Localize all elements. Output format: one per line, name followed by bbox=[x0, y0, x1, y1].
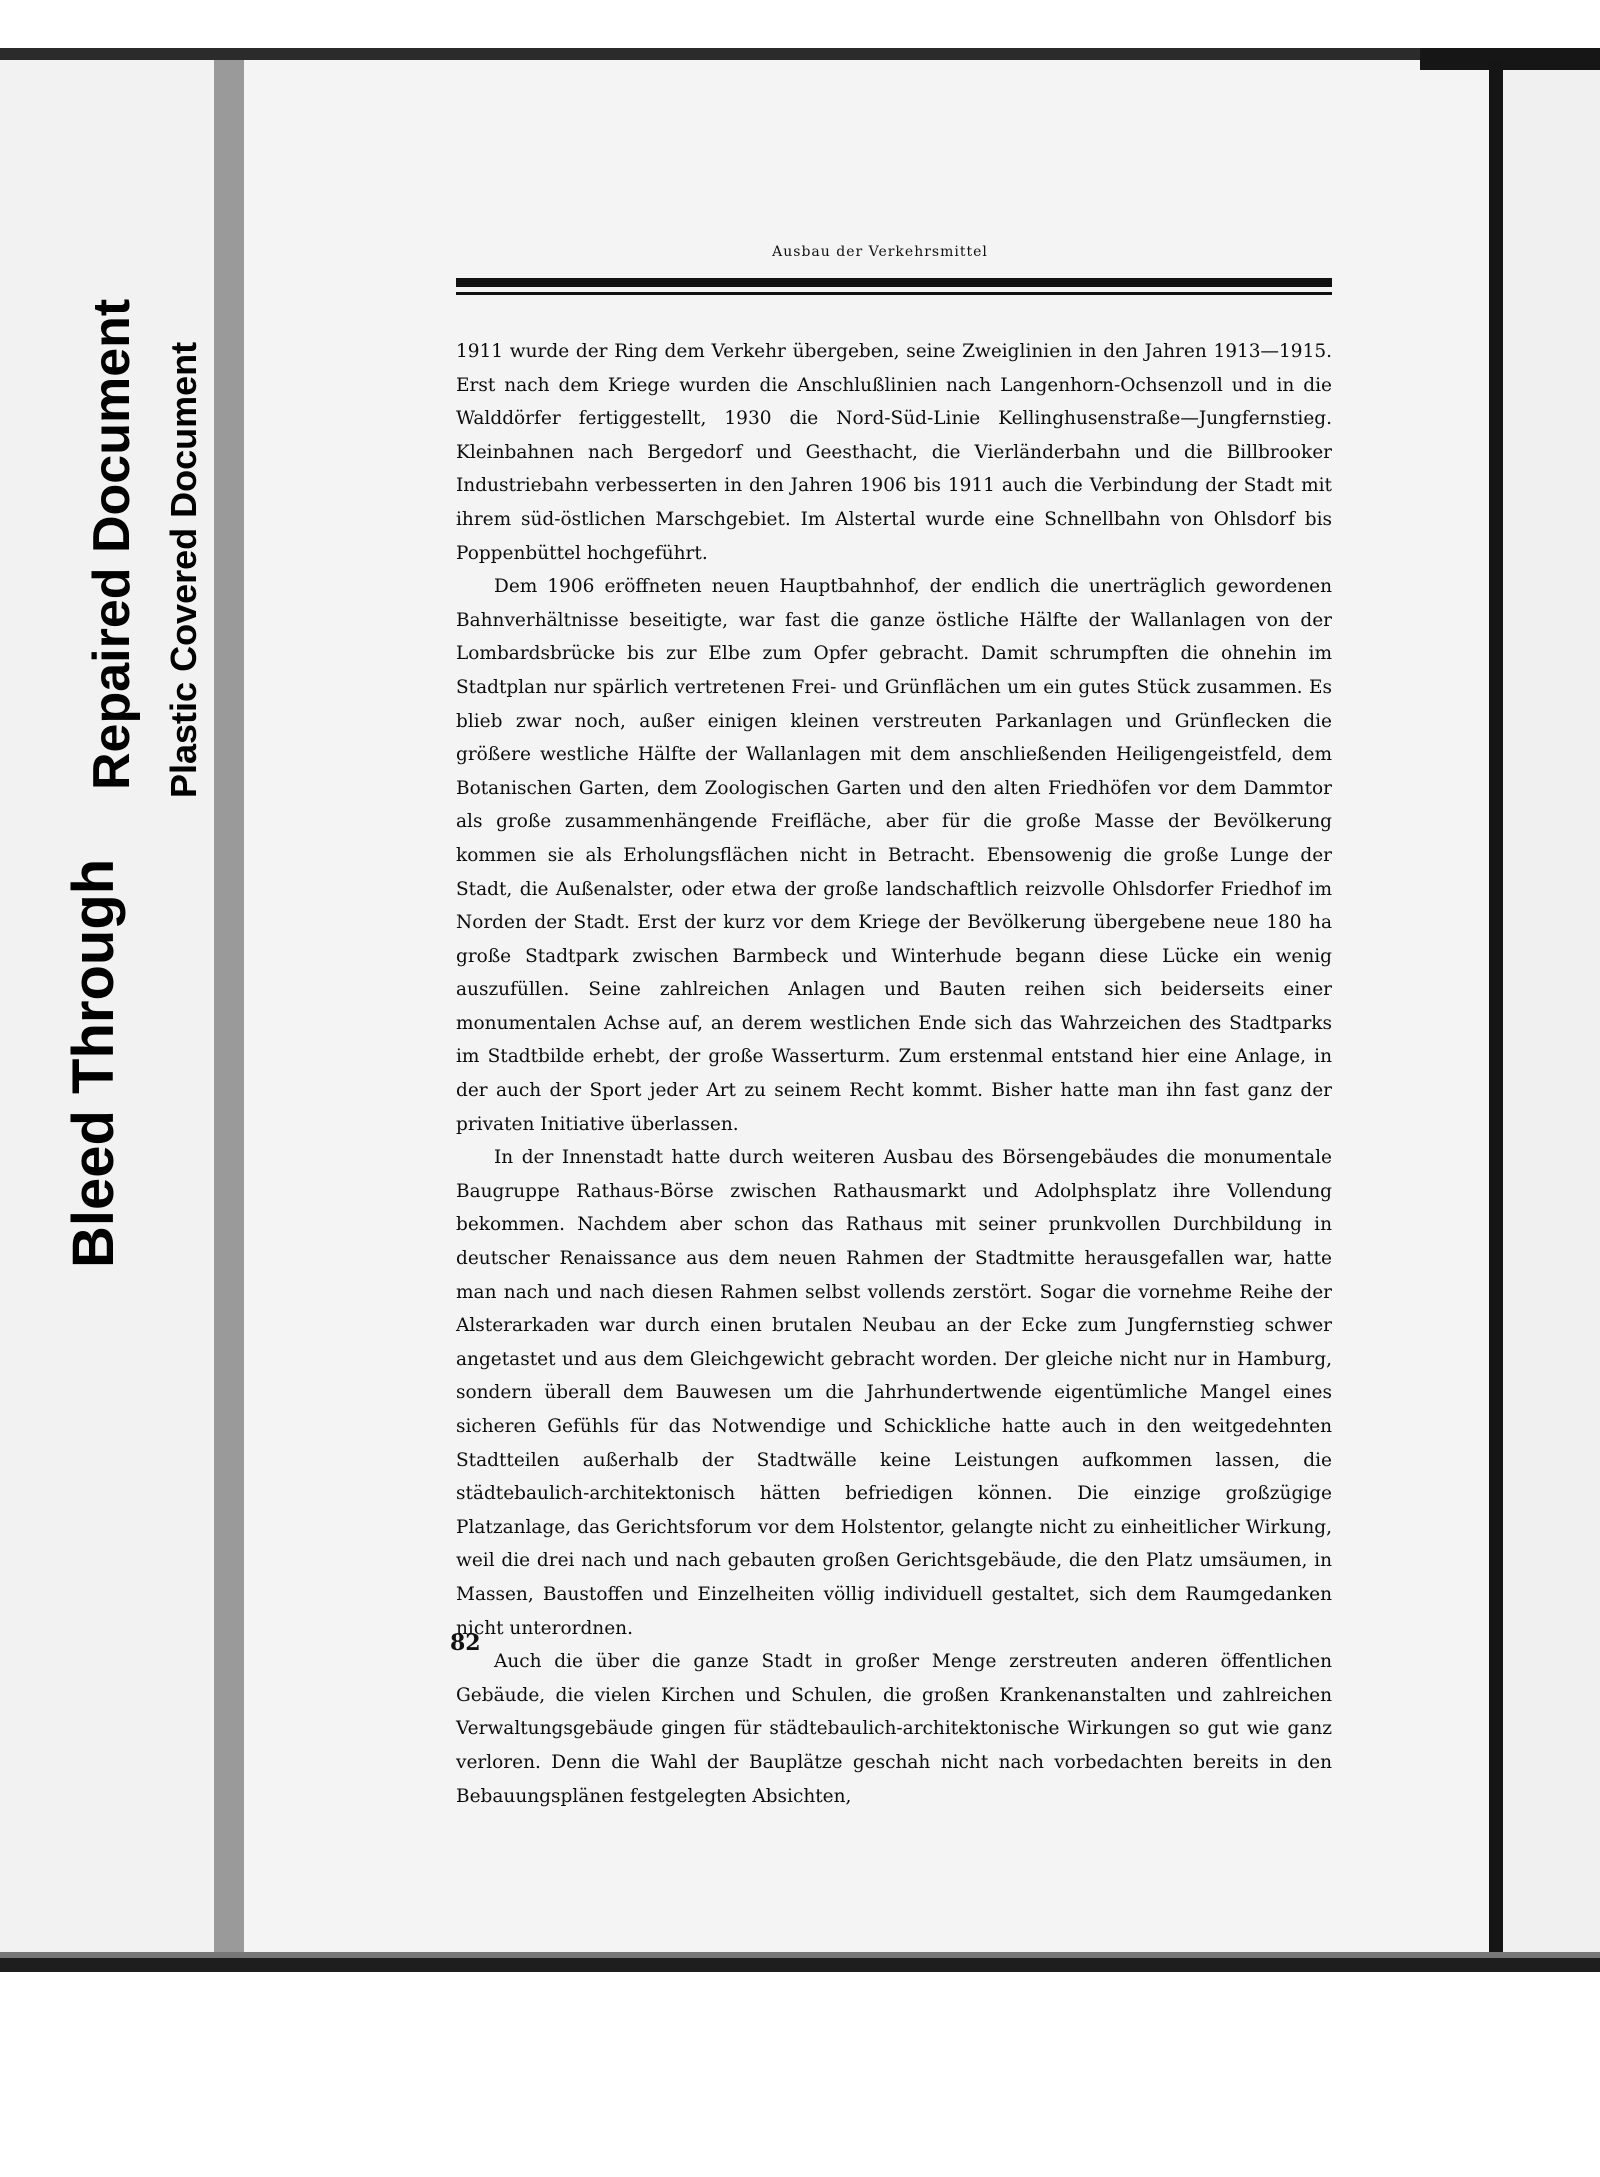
page-number: 82 bbox=[450, 1630, 481, 1656]
scan-frame-bottom bbox=[0, 1958, 1600, 1972]
repaired-document-label: Repaired Document bbox=[83, 298, 141, 790]
paragraph: Dem 1906 eröffneten neuen Hauptbahnhof, der endlich die unerträglich gewordenen Bahnverhältnisse beseitigte, war fast die ganze östliche Hälfte der Wallanlagen von der Lombardsbrücke bis zur Elbe zum Opfer gebracht. Damit schrumpften die ohnehin im Stadtplan nur spärlich vertretenen Frei- und Grünflächen um ein gutes Stück zusammen. Es blieb zwar noch, außer einigen kleinen verstreuten Parkanlagen und Grünflecken die größere westliche Hälfte der Wallanlagen mit dem anschließenden Heiligengeistfeld, dem Botanischen Garten, dem Zoologischen Garten und den alten Friedhöfen vor dem Dammtor als große zusammenhängende Freifläche, aber für die große Masse der Bevölkerung kommen sie als Erholungsflächen nicht in Betracht. Ebensowenig die große Lunge der Stadt, die Außenalster, oder etwa der große landschaftlich reizvolle Ohlsdorfer Friedhof im Norden der Stadt. Erst der kurz vor dem Kriege der Bevölkerung übergebene neue 180 ha große Stadtpark zwischen Barmbeck und Winterhude begann diese Lücke ein wenig auszufüllen. Seine zahlreichen Anlagen und Bauten reihen sich beiderseits einer monumentalen Achse auf, an derem westlichen Ende sich das Wahrzeichen des Stadtparks im Stadtbilde erhebt, der große Wasserturm. Zum erstenmal entstand hier eine Anlage, in der auch der Sport jeder Art zu seinem Recht kommt. Bisher hatte man ihn fast ganz der privaten Initiative überlassen. bbox=[456, 576, 1332, 1135]
paragraph: Auch die über die ganze Stadt in großer Menge zerstreuten anderen öffentlichen Gebäude, die vielen Kirchen und Schulen, die großen Krankenanstalten und zahlreichen Verwaltungsgebäude gingen für städtebaulich-architektonische Wirkungen so gut wie ganz verloren. Denn die Wahl der Bauplätze geschah nicht nach vorbedachten bereits in den Bebauungsplänen festgelegten Absichten, bbox=[456, 1651, 1332, 1807]
header-rule-thick bbox=[456, 278, 1332, 287]
paragraph: In der Innenstadt hatte durch weiteren Ausbau des Börsengebäudes die monumentale Baugruppe Rathaus-Börse zwischen Rathausmarkt und Adolphsplatz ihre Vollendung bekommen. Nachdem aber schon das Rathaus mit seiner prunkvollen Durchbildung in deutscher Renaissance aus dem neuen Rahmen der Stadtmitte herausgefallen war, hatte man nach und nach diesen Rahmen selbst vollends zerstört. Sogar die vornehme Reihe der Alsterarkaden war durch einen brutalen Neubau an der Ecke zum Jungfernstieg schwer angetastet und aus dem Gleichgewicht gebracht worden. Der gleiche nicht nur in Hamburg, sondern überall dem Bauwesen um die Jahrhundertwende eigentümliche Mangel eines sicheren Gefühls für das Notwendige und Schickliche hatte auch in den weitgedehnten Stadtteilen außerhalb der Stadtwälle keine Leistungen aufkommen lassen, die städtebaulich-architektonisch hätten befriedigen können. Die einzige großzügige Platzanlage, das Gerichtsforum vor dem Holstentor, gelangte nicht zu einheitlicher Wirkung, weil die drei nach und nach gebauten großen Gerichtsgebäude, die den Platz umsäumen, in Massen, Baustoffen und Einzelheiten völlig individuell gestaltet, sich dem Raumgedanken nicht unterordnen. bbox=[456, 1147, 1332, 1639]
body-text bbox=[456, 335, 1332, 1813]
header-rule-thin bbox=[456, 292, 1332, 295]
bleed-through-label: Bleed Through bbox=[61, 858, 126, 1268]
book-gutter bbox=[1489, 60, 1503, 1952]
running-header: Ausbau der Verkehrsmittel bbox=[772, 244, 988, 260]
scan-frame-top bbox=[0, 48, 1600, 60]
paragraph: 1911 wurde der Ring dem Verkehr übergeben, seine Zweiglinien in den Jahren 1913—1915. Erst nach dem Kriege wurden die Anschlußlinien nach Langenhorn-Ochsenzoll und in die Walddörfer fertiggestellt, 1930 die Nord-Süd-Linie Kellinghusenstraße—Jungfernstieg. Kleinbahnen nach Bergedorf und Geesthacht, die Vierländerbahn und die Billbrooker Industriebahn verbesserten in den Jahren 1906 bis 1911 auch die Verbindung der Stadt mit ihrem süd-östlichen Marschgebiet. Im Alstertal wurde eine Schnellbahn von Ohlsdorf bis Poppenbüttel hochgeführt. bbox=[456, 341, 1332, 564]
scan-frame-top-right bbox=[1420, 48, 1600, 70]
page-edge-shadow bbox=[214, 60, 244, 1952]
facing-page-edge bbox=[1503, 70, 1600, 1952]
plastic-covered-document-label: Plastic Covered Document bbox=[163, 341, 204, 798]
